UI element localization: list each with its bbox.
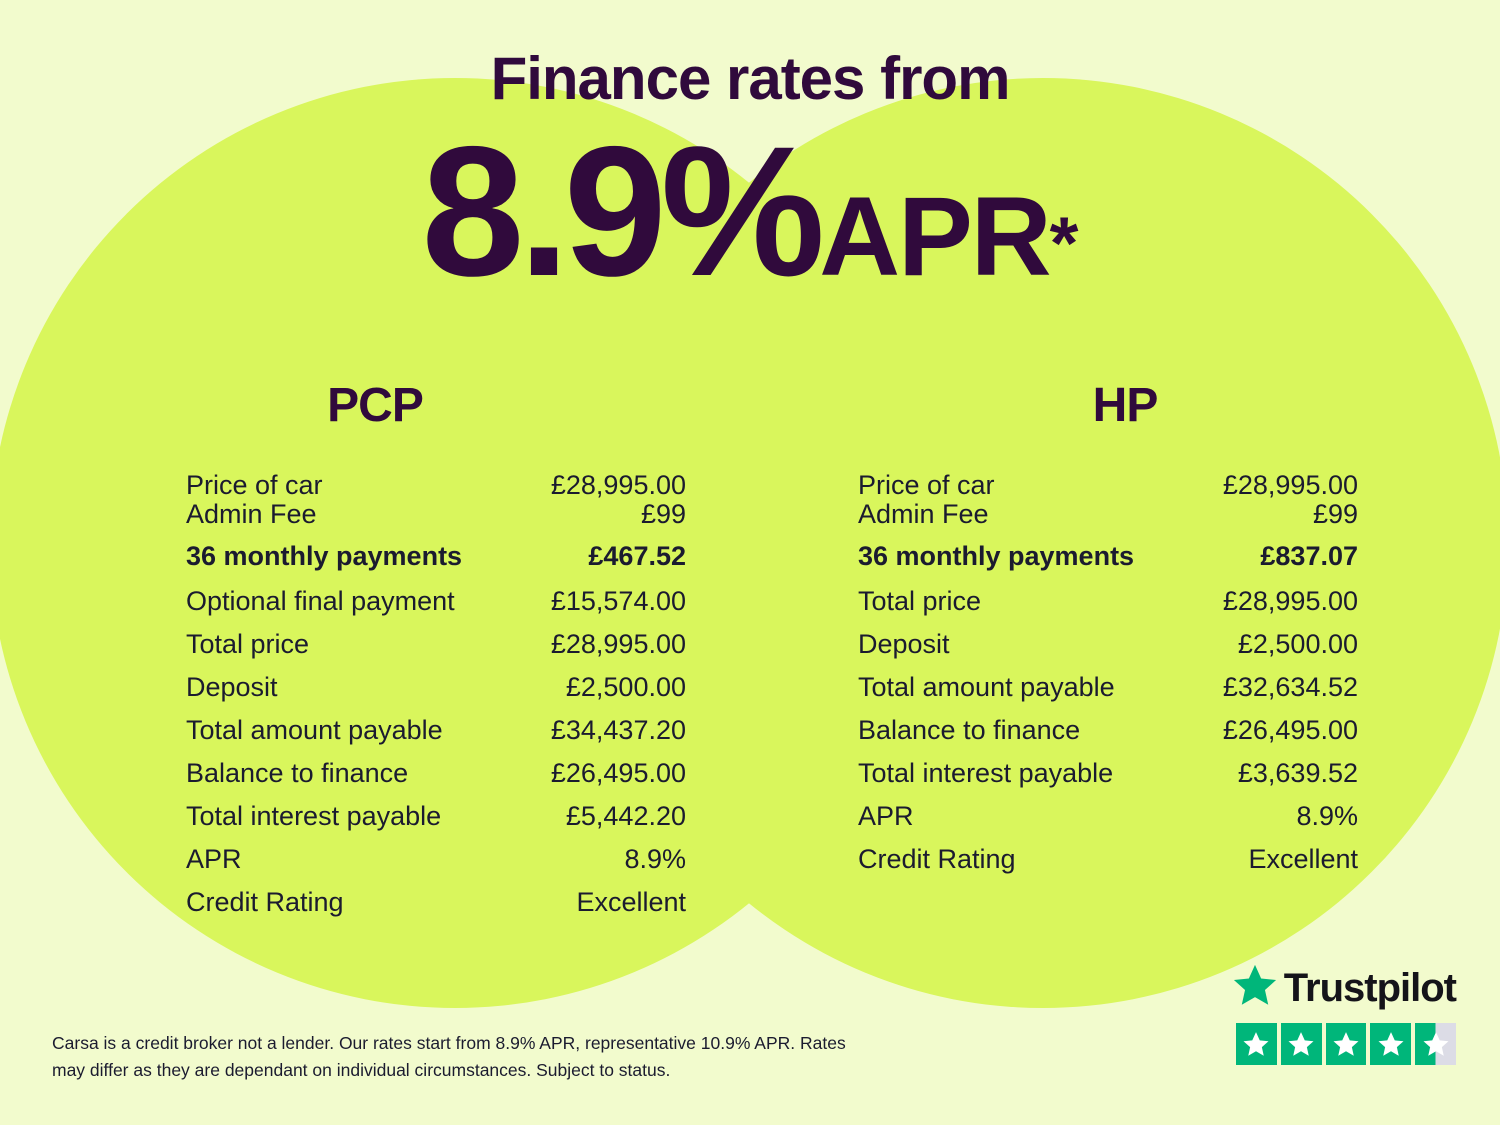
table-row	[858, 666, 1358, 709]
row-value: £15,574.00	[550, 586, 686, 616]
table-row	[858, 580, 1358, 623]
row-label: Price of car	[858, 470, 995, 500]
row-value: £28,995.00	[550, 629, 686, 659]
table-row	[186, 666, 686, 709]
trustpilot-rating-stars	[1236, 1023, 1456, 1065]
rating-star-icon	[1326, 1023, 1367, 1065]
row-label: Price of car	[186, 470, 323, 500]
row-value: £467.52	[588, 541, 686, 571]
row-value: £99	[1312, 499, 1358, 529]
row-value: £28,995.00	[550, 470, 686, 500]
row-label: Credit Rating	[858, 844, 1016, 874]
row-label: APR	[186, 844, 242, 874]
row-value: Excellent	[576, 887, 686, 917]
row-label: Admin Fee	[186, 499, 317, 529]
table-row	[858, 471, 1358, 500]
table-row	[858, 752, 1358, 795]
row-label: Deposit	[186, 672, 278, 702]
row-label: Optional final payment	[186, 586, 455, 616]
table-row	[186, 795, 686, 838]
table-row	[186, 838, 686, 881]
table-row-monthly-payments	[858, 529, 1358, 580]
row-label: Balance to finance	[858, 715, 1081, 745]
apr-asterisk: *	[1049, 201, 1079, 285]
table-row	[858, 623, 1358, 666]
apr-headline	[0, 109, 1500, 315]
trustpilot-widget[interactable]	[1236, 962, 1456, 1065]
table-row	[186, 709, 686, 752]
row-label: Total interest payable	[186, 801, 442, 831]
row-value: £28,995.00	[1222, 470, 1358, 500]
trustpilot-logo	[1236, 962, 1456, 1013]
row-label: Credit Rating	[186, 887, 344, 917]
table-row	[858, 500, 1358, 529]
row-value: £837.07	[1260, 541, 1358, 571]
row-value: £2,500.00	[1237, 629, 1358, 659]
row-value: £5,442.20	[565, 801, 686, 831]
page-title: Finance rates from	[490, 45, 1010, 112]
table-row	[858, 795, 1358, 838]
row-value: £99	[640, 499, 686, 529]
row-label: Total price	[186, 629, 310, 659]
table-row	[858, 838, 1358, 881]
row-label: Deposit	[858, 629, 950, 659]
rating-star-half-icon	[1415, 1023, 1456, 1065]
row-label: Balance to finance	[186, 758, 409, 788]
row-value: £28,995.00	[1222, 586, 1358, 616]
row-label: Admin Fee	[858, 499, 989, 529]
table-row	[186, 752, 686, 795]
finance-column-pcp	[0, 378, 750, 924]
row-value: 8.9%	[624, 844, 686, 874]
row-label: Total price	[858, 586, 982, 616]
table-row	[186, 623, 686, 666]
trustpilot-wordmark: Trustpilot	[1283, 965, 1456, 1010]
row-value: £26,495.00	[550, 758, 686, 788]
rating-star-icon	[1281, 1023, 1322, 1065]
trustpilot-star-icon	[1232, 962, 1278, 1013]
pcp-rows	[186, 471, 686, 924]
row-value: £32,634.52	[1222, 672, 1358, 702]
row-value: 8.9%	[1296, 801, 1358, 831]
table-row	[186, 471, 686, 500]
row-label: 36 monthly payments	[858, 541, 1135, 571]
column-title-pcp: PCP	[327, 379, 423, 432]
finance-column-hp	[750, 378, 1500, 924]
row-value: Excellent	[1248, 844, 1358, 874]
row-value: £26,495.00	[1222, 715, 1358, 745]
apr-label: APR	[819, 174, 1050, 299]
table-row	[858, 709, 1358, 752]
row-label: 36 monthly payments	[186, 541, 463, 571]
disclaimer-text: Carsa is a credit broker not a lender. Our rates start from 8.9% APR, representative 10.9% APR. Rates may differ as they are dependant on individual circumstances. Subject to status.	[52, 1033, 846, 1081]
hp-rows	[858, 471, 1358, 881]
rating-star-icon	[1236, 1023, 1277, 1065]
row-label: Total amount payable	[858, 672, 1115, 702]
table-row-monthly-payments	[186, 529, 686, 580]
table-row	[186, 500, 686, 529]
apr-rate-value: 8.9%	[421, 109, 820, 315]
rating-star-icon	[1370, 1023, 1411, 1065]
row-value: £3,639.52	[1237, 758, 1358, 788]
row-value: £34,437.20	[550, 715, 686, 745]
row-label: Total amount payable	[186, 715, 443, 745]
row-label: APR	[858, 801, 914, 831]
row-value: £2,500.00	[565, 672, 686, 702]
row-label: Total interest payable	[858, 758, 1114, 788]
column-title-hp: HP	[1092, 379, 1158, 432]
finance-columns	[0, 378, 1500, 924]
table-row	[186, 580, 686, 623]
table-row	[186, 881, 686, 924]
